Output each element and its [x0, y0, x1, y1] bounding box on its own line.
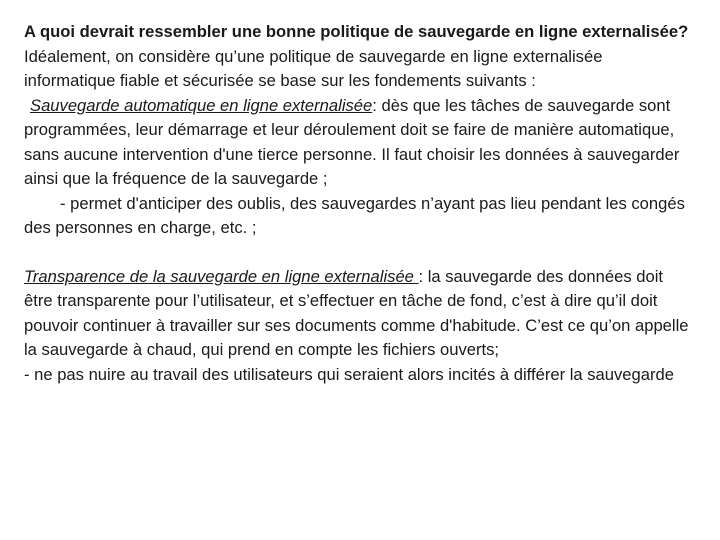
- spacer: [24, 241, 696, 265]
- section-transparency: [24, 265, 696, 363]
- text-transparency: : la sauvegarde des données doit être transparente pour l’utilisateur, et s’effectuer en tâche de fond, c’est à dire qu’il doit pouvoir continuer à travailler sur ses documents comme d'habitude. C’est ce qu’on appelle la sauvegarde à chaud, qui prend en compte les fichiers ouverts;: [24, 266, 689, 359]
- text-automatic-backup: : dès que les tâches de sauvegarde sont programmées, leur démarrage et leur déroulement doit se faire de manière automatique, sans aucune intervention d'une tierce personne. Il faut choisir les données à sauvegarder ainsi que la fréquence de la sauvegarde ;: [24, 95, 680, 188]
- bullet-transparency: - ne pas nuire au travail des utilisateurs qui seraient alors incités à différer la sauvegarde: [24, 364, 674, 384]
- term-automatic-backup: Sauvegarde automatique en ligne externalisée: [30, 95, 373, 115]
- slide-content: [24, 20, 696, 387]
- section-automatic-backup: [24, 94, 696, 192]
- term-transparency: Transparence de la sauvegarde en ligne externalisée: [24, 266, 419, 286]
- bullet-automatic-backup: - permet d'anticiper des oublis, des sauvegardes n’ayant pas lieu pendant les congés des personnes en charge, etc. ;: [24, 193, 685, 237]
- intro-paragraph: Idéalement, on considère qu’une politique de sauvegarde en ligne externalisée informatique fiable et sécurisée se base sur les fondements suivants :: [24, 46, 603, 90]
- slide-title: A quoi devrait ressembler une bonne politique de sauvegarde en ligne externalisée?: [24, 22, 689, 41]
